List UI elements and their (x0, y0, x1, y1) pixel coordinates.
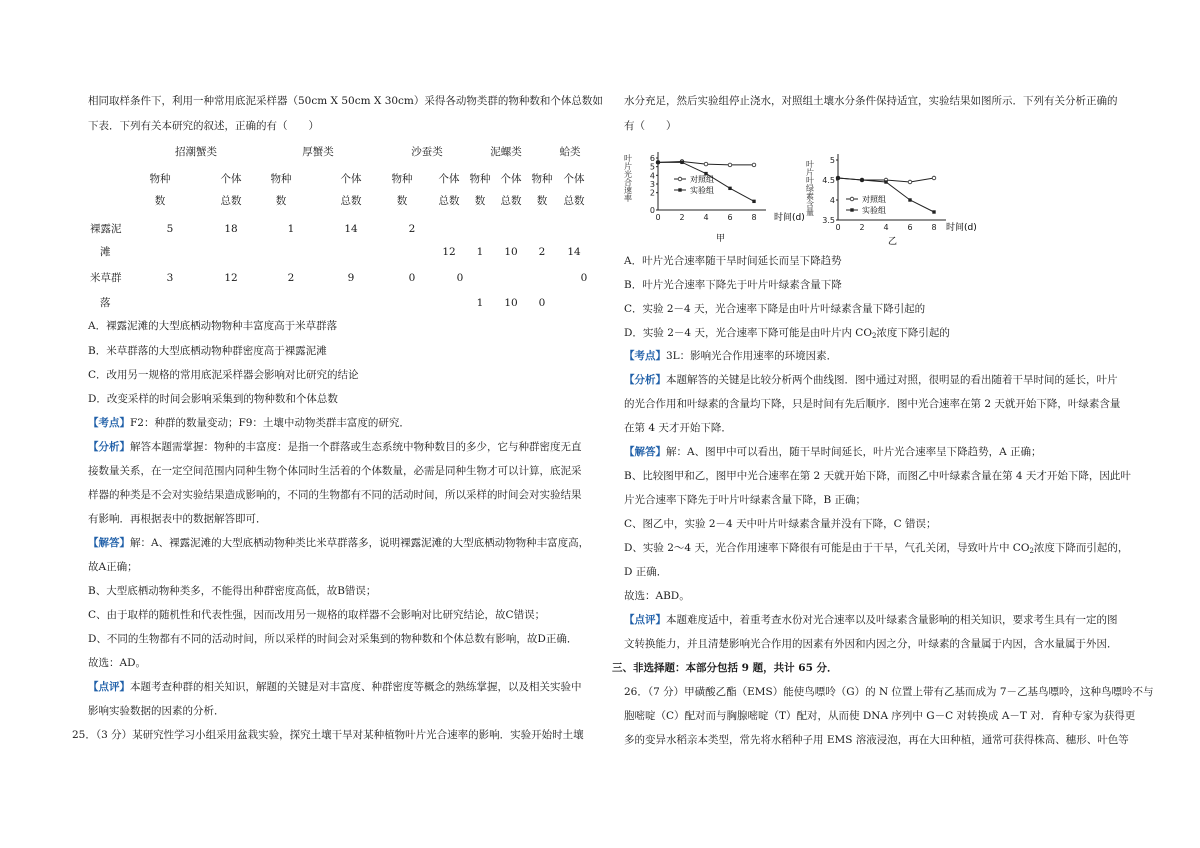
table-subheader: 数 (275, 195, 287, 207)
jieda-line-1 (624, 445, 1042, 459)
kaodian-line (624, 349, 837, 363)
answer-line: 故选：AD。 (88, 657, 147, 669)
jieda-line-3: B、大型底栖动物种类多，不能得出种群密度高低，故B错误； (88, 585, 377, 597)
row-name: 米草群 (90, 272, 122, 284)
fenxi-line-3: 样器的种类是不会对实验结果造成影响的，不同的生物都有不同的活动时间，所以采样的时间会对实验结果 (88, 489, 582, 501)
x-tick-label: 0 (655, 213, 661, 222)
table-cell: 12 (224, 272, 238, 284)
question-26-line-2: 胞嘧啶（C）配对而与胸腺嘧啶（T）配对，从而使 DNA 序列中 G－C 对转换成 A－T 对．育种专家为获得更 (624, 710, 1136, 722)
data-point (752, 163, 756, 167)
option-a: A．裸露泥滩的大型底栖动物物种丰富度高于米草群落 (88, 320, 338, 332)
fenxi-tag: 【分析】 (88, 441, 130, 453)
question-26-line-3: 多的变异水稻亲本类型，常先将水稻种子用 EMS 溶液浸泡，再在大田种植，通常可获得株高、穗形、叶色等 (624, 734, 1129, 746)
data-point (908, 198, 911, 201)
chart-jia-ylabel: 叶片光合速率 (623, 154, 633, 202)
table-cell: 2 (287, 272, 295, 284)
jieda-text: 解：A、裸露泥滩的大型底栖动物种类比米草群落多，说明裸露泥滩的大型底栖动物物种丰富度高， (130, 537, 590, 549)
table-subheader: 数 (536, 195, 548, 207)
row-name: 滩 (100, 246, 111, 258)
kaodian-tag: 【考点】 (88, 417, 130, 429)
fenxi-tag: 【分析】 (624, 374, 666, 386)
continue-line-2: 有（ ） (624, 120, 677, 132)
chart-yi (804, 150, 977, 250)
table-subheader: 总数 (220, 195, 242, 207)
y-tick-label: 3.5 (822, 216, 835, 225)
fenxi-text: 解答本题需掌握：物种的丰富度：是指一个群落或生态系统中物种数目的多少，它与种群密度无直 (130, 441, 582, 453)
option-c: C．实验 2－4 天，光合速率下降是由叶片叶绿素含量下降引起的 (624, 303, 926, 315)
option-d: D．改变采样的时间会影响采集到的物种数和个体总数 (88, 393, 338, 405)
option-d (624, 326, 950, 340)
table-cell: 5 (166, 223, 174, 235)
chart-yi-xlabel: 时间(d) (946, 223, 977, 233)
table-cell: 1 (476, 246, 484, 258)
option-c: C．改用另一规格的常用底泥采样器会影响对比研究的结论 (88, 369, 359, 381)
table-subheader: 个体 (500, 173, 522, 185)
row-name: 裸露泥 (90, 223, 122, 235)
x-tick-label: 6 (907, 223, 913, 232)
table-subheader: 物种 (270, 173, 292, 185)
data-point (932, 210, 935, 213)
table-subheader: 个体 (220, 173, 242, 185)
kaodian-text: 3L：影响光合作用速率的环境因素． (666, 350, 838, 362)
data-point (932, 176, 936, 180)
kaodian-text: F2：种群的数量变动；F9：土壤中动物类群丰富度的研究． (130, 417, 410, 429)
jieda-line-5: D、不同的生物都有不同的活动时间，所以采样的时间会对采集到的物种数和个体总数有影响，故D正确． (88, 633, 578, 645)
data-point (680, 161, 683, 164)
chart-jia (623, 144, 805, 246)
table-cell: 0 (580, 272, 588, 284)
legend-marker (678, 177, 682, 181)
jieda-tag: 【解答】 (88, 537, 130, 549)
x-tick-label: 8 (931, 223, 937, 232)
dianping-line-2: 文转换能力，并且清楚影响光合作用的因素有外因和内因之分，叶绿素的含量属于内因，含水量属于外因． (624, 638, 1118, 650)
y-tick-label: 3 (649, 180, 655, 189)
jieda-text-end: 浓度下降而引起的， (1033, 542, 1129, 554)
legend-marker (850, 197, 854, 201)
jieda-line-6: D 正确． (624, 566, 668, 578)
data-point (704, 162, 708, 166)
table-group-header: 招潮蟹类 (175, 146, 217, 158)
dianping-line-1 (624, 613, 1118, 627)
table-cell: 12 (442, 246, 456, 258)
y-tick-label: 2 (649, 188, 655, 198)
table-subheader: 物种 (149, 173, 171, 185)
y-tick-label: 5 (649, 162, 655, 172)
kaodian-line (88, 416, 410, 430)
table-subheader: 物种 (391, 173, 413, 185)
table-cell: 0 (538, 297, 546, 309)
table-cell: 1 (476, 297, 484, 309)
chart-yi-legend-exp: 实验组 (862, 206, 886, 215)
jieda-line-2: B、比较图甲和乙，图甲中光合速率在第 2 天就开始下降，而图乙中叶绿素含量在第 4 天才开始下降，因此叶 (624, 470, 1131, 482)
legend-marker (678, 188, 681, 191)
table-cell: 9 (347, 272, 355, 284)
jieda-tag: 【解答】 (624, 446, 666, 458)
species-table (88, 140, 588, 320)
dianping-text: 本题难度适中，着重考查水份对光合速率以及叶绿素含量影响的相关知识，要求考生具有一定的图 (666, 614, 1118, 626)
fenxi-line-1 (624, 373, 1118, 387)
table-cell: 14 (344, 223, 358, 235)
table-cell: 18 (224, 223, 238, 235)
fenxi-line-3: 在第 4 天才开始下降． (624, 422, 732, 434)
table-subheader: 总数 (340, 195, 362, 207)
question-25: 25．（3 分）某研究性学习小组采用盆栽实验，探究土壤干旱对某种植物叶片光合速率的影响．实验开始时土壤 (72, 729, 584, 741)
row-name: 落 (100, 297, 111, 309)
table-subheader: 数 (396, 195, 408, 207)
dianping-line-1 (88, 680, 582, 694)
answer-line: 故选：ABD。 (624, 590, 690, 602)
y-tick-label: 5 (829, 156, 835, 165)
legend-marker (850, 208, 853, 211)
table-subheader: 数 (154, 195, 166, 207)
chart-jia-title: 甲 (716, 234, 726, 244)
table-subheader: 个体 (438, 173, 460, 185)
chart-jia-legend-exp: 实验组 (690, 186, 714, 195)
x-tick-label: 6 (727, 213, 733, 222)
table-cell: 14 (567, 246, 581, 258)
fenxi-text: 本题解答的关键是比较分析两个曲线图．图中通过对照，很明显的看出随着干旱时间的延长，叶片 (666, 374, 1118, 386)
intro-line-1: 相同取样条件下，利用一种常用底泥采样器（50cm X 50cm X 30cm）采得各动物类群的物种数和个体总数如 (88, 95, 603, 107)
question-26-line-1: 26．（7 分）甲磺酸乙酯（EMS）能使鸟嘌呤（G）的 N 位置上带有乙基而成为 7－乙基鸟嘌呤，这种鸟嘌呤不与 (624, 686, 1154, 698)
dianping-line-2: 影响实验数据的因素的分析． (88, 705, 225, 717)
chart-yi-legend-ctrl: 对照组 (862, 195, 886, 204)
table-subheader: 总数 (563, 195, 585, 207)
table-group-header: 厚蟹类 (302, 146, 334, 158)
jieda-line-4: C、图乙中，实验 2－4 天中叶片叶绿素含量并没有下降，C 错误； (624, 518, 937, 530)
jieda-text: D、实验 2～4 天，光合作用速率下降很有可能是由于干旱，气孔关闭，导致叶片中 CO (624, 542, 1030, 554)
chart-jia-legend-ctrl: 对照组 (690, 175, 714, 184)
subscript: 2 (871, 332, 877, 340)
data-point (884, 180, 887, 183)
data-point (908, 180, 912, 184)
jieda-line-4: C、由于取样的随机性和代表性强，因而改用另一规格的取样器不会影响对比研究结论，故C错误； (88, 609, 546, 621)
dianping-tag: 【点评】 (88, 681, 130, 693)
table-group-header: 蛤类 (559, 146, 581, 158)
chart-yi-ylabel: 叶片叶绿素含量 (805, 160, 815, 216)
x-tick-label: 8 (751, 213, 757, 222)
chart-jia-xlabel: 时间(d) (774, 213, 805, 223)
table-cell: 10 (504, 297, 518, 309)
jieda-text: 解：A、图甲中可以看出，随干旱时间延长，叶片光合速率呈下降趋势，A 正确； (666, 446, 1042, 458)
table-subheader: 数 (474, 195, 486, 207)
x-tick-label: 2 (679, 213, 685, 222)
option-b: B．叶片光合速率下降先于叶片叶绿素含量下降 (624, 279, 842, 291)
jieda-line-2: 故A正确； (88, 561, 138, 573)
jieda-line-5 (624, 541, 1128, 555)
x-tick-label: 4 (703, 213, 709, 222)
kaodian-tag: 【考点】 (624, 350, 666, 362)
option-a: A．叶片光合速率随干旱时间延长而呈下降趋势 (624, 255, 842, 267)
data-point (836, 176, 839, 179)
dianping-tag: 【点评】 (624, 614, 666, 626)
x-tick-label: 2 (859, 223, 865, 232)
fenxi-line-2: 的光合作用和叶绿素的含量均下降，只是时间有先后顺序．图中光合速率在第 2 天就开始下降，叶绿素含量 (624, 398, 1121, 410)
y-tick-label: 6 (649, 154, 655, 163)
table-subheader: 总数 (500, 195, 522, 207)
data-point (752, 200, 755, 203)
table-cell: 3 (166, 272, 174, 284)
table-subheader: 物种 (531, 173, 553, 185)
fenxi-line-2: 接数量关系，在一定空间范围内同种生物个体同时生活着的个体数量，必需是同种生物才可以计算，底泥采 (88, 465, 582, 477)
chart-yi-title: 乙 (888, 237, 898, 247)
table-cell: 0 (456, 272, 464, 284)
table-cell: 0 (408, 272, 416, 284)
table-subheader: 个体 (563, 173, 585, 185)
option-b: B．米草群落的大型底栖动物种群密度高于裸露泥滩 (88, 345, 327, 357)
data-point (728, 187, 731, 190)
continue-line-1: 水分充足，然后实验组停止浇水，对照组土壤水分条件保持适宜，实验结果如图所示．下列有关分析正确的 (624, 95, 1118, 107)
y-tick-label: 0 (649, 206, 655, 215)
x-tick-label: 0 (835, 223, 841, 232)
table-cell: 2 (408, 223, 416, 235)
dianping-text: 本题考查种群的相关知识，解题的关键是对丰富度、种群密度等概念的熟练掌握，以及相关实验中 (130, 681, 582, 693)
table-group-header: 泥螺类 (490, 146, 522, 158)
data-point (728, 163, 732, 167)
option-d-text-end: 浓度下降引起的 (876, 327, 950, 339)
table-subheader: 个体 (340, 173, 362, 185)
fenxi-line-4: 有影响．再根据表中的数据解答即可． (88, 513, 267, 525)
jieda-line-3: 片光合速率下降先于叶片叶绿素含量下降，B 正确； (624, 494, 867, 506)
table-subheader: 总数 (438, 195, 460, 207)
y-tick-label: 4 (829, 196, 835, 205)
data-point (860, 178, 863, 181)
section-heading: 三、非选择题：本部分包括 9 题，共计 65 分． (612, 662, 838, 674)
fenxi-line-1 (88, 440, 582, 454)
y-tick-label: 4 (649, 171, 655, 181)
table-cell: 10 (504, 246, 518, 258)
option-d-text: D．实验 2－4 天，光合速率下降可能是由叶片内 CO (624, 327, 872, 339)
data-point (656, 161, 659, 164)
y-tick-label: 4.5 (822, 176, 835, 185)
table-cell: 2 (538, 246, 546, 258)
table-group-header: 沙蚕类 (411, 146, 443, 158)
table-cell: 1 (287, 223, 295, 235)
intro-line-2: 下表．下列有关本研究的叙述，正确的有（ ） (88, 120, 319, 132)
table-subheader: 物种 (469, 173, 491, 185)
jieda-line-1 (88, 536, 589, 550)
subscript: 2 (1029, 547, 1034, 555)
x-tick-label: 4 (883, 223, 889, 232)
